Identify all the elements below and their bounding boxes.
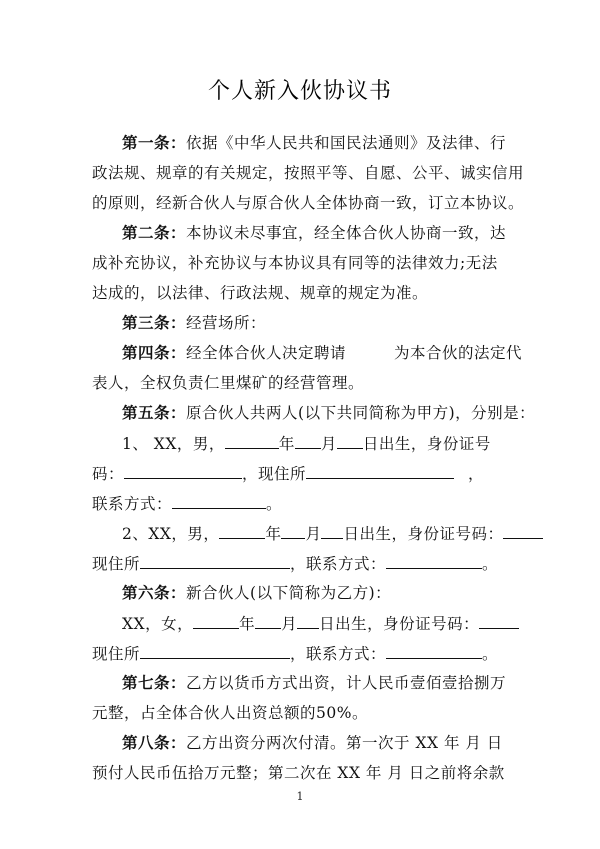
article-2-line-1 (122, 223, 506, 243)
document-title: 个人新入伙协议书 (207, 79, 392, 104)
article-8-line-1 (122, 733, 503, 753)
partner-1-day-blank (337, 433, 363, 449)
article-6-text: 新合伙人(以下简称为乙方)： (186, 584, 392, 602)
partner-2-intro: 2、XX，男， (122, 525, 220, 543)
partner-1-id-blank (124, 463, 242, 479)
partner-1-birth-id-label: 日出生，身份证号 (362, 435, 491, 453)
partner-1-comma: ， (468, 465, 485, 483)
partner-2-period: 。 (482, 555, 499, 573)
partner-1-address-blank (306, 463, 454, 479)
partner-1-line-1 (122, 433, 491, 454)
partner-2-month-label: 月 (305, 525, 322, 543)
article-2-line-3: 达成的，以法律、行政法规、规章的规定为准。 (92, 284, 429, 302)
article-1-text: 依据《中华人民共和国民法通则》及法律、行 (186, 134, 507, 152)
article-2-line-2: 成补充协议，补充协议与本协议具有同等的法律效力;无法 (92, 254, 498, 272)
partner-1-year-blank (225, 433, 279, 449)
partner-1-contact-blank (172, 493, 266, 509)
new-partner-id-blank (479, 613, 519, 629)
partner-2-contact-blank (386, 553, 482, 569)
article-6-heading: 第六条： (122, 584, 187, 602)
partner-2-month-blank (281, 523, 305, 539)
new-partner-intro: XX，女， (122, 615, 194, 633)
partner-2-day-blank (321, 523, 343, 539)
partner-2-address-label: 现住所 (92, 555, 141, 573)
partner-2-address-blank (140, 553, 290, 569)
partner-1-year-label: 年 (278, 435, 295, 453)
partner-1-contact-label: 联系方式： (92, 495, 173, 513)
partner-1-intro: 1、 XX，男， (122, 435, 225, 453)
partner-1-line-2 (92, 463, 484, 484)
partner-1-address-label: ，现住所 (242, 465, 307, 483)
article-1-line-3: 的原则，经新合伙人与原合伙人全体协商一致，订立本协议。 (92, 194, 525, 212)
partner-1-period: 。 (266, 495, 283, 513)
partner-2-id-blank (503, 523, 543, 539)
article-5-heading: 第五条： (122, 404, 187, 422)
article-8-line-2: 预付人民币伍拾万元整；第二次在 XX 年 月 日之前将余款 (92, 764, 505, 782)
new-partner-day-blank (297, 613, 319, 629)
article-3-heading: 第三条： (122, 314, 187, 332)
article-1-line-2: 政法规、规章的有关规定，按照平等、自愿、公平、诚实信用 (92, 164, 525, 182)
article-3-text: 经营场所： (186, 314, 267, 332)
article-3-line-1 (122, 313, 266, 333)
new-partner-month-blank (255, 613, 281, 629)
partner-1-month-blank (295, 433, 321, 449)
partner-2-contact-label: ，联系方式： (290, 555, 387, 573)
article-1-line-1 (122, 133, 506, 153)
article-2-heading: 第二条： (122, 224, 187, 242)
partner-2-year-label: 年 (265, 525, 282, 543)
new-partner-year-label: 年 (239, 615, 256, 633)
new-partner-address-blank (140, 643, 290, 659)
article-4-line-2: 表人，全权负责仁里煤矿的经营管理。 (92, 374, 365, 392)
article-7-heading: 第七条： (122, 674, 187, 692)
article-4-text: 经全体合伙人决定聘请 (186, 344, 347, 362)
new-partner-period: 。 (482, 645, 499, 663)
new-partner-contact-label: ，联系方式： (290, 645, 387, 663)
new-partner-birth-id-label: 日出生，身份证号码： (319, 615, 480, 633)
article-8-text: 乙方出资分两次付清。第一次于 XX 年 月 日 (186, 734, 503, 752)
partner-2-year-blank (219, 523, 265, 539)
page-number: 1 (296, 790, 304, 803)
partner-1-month-label: 月 (320, 435, 337, 453)
article-4-heading: 第四条： (122, 344, 187, 362)
new-partner-contact-blank (386, 643, 482, 659)
new-partner-month-label: 月 (281, 615, 298, 633)
partner-2-line-1 (122, 523, 543, 544)
article-4-text-cont: 为本合伙的法定代 (394, 344, 523, 362)
new-partner-address-label: 现住所 (92, 645, 141, 663)
new-partner-line-2 (92, 643, 498, 664)
article-4-line-1 (122, 343, 522, 363)
article-7-line-1 (122, 673, 506, 693)
new-partner-line-1 (122, 613, 519, 634)
article-7-line-2: 元整，占全体合伙人出资总额的50%。 (92, 704, 368, 722)
article-5-line-1 (122, 403, 535, 423)
article-8-heading: 第八条： (122, 734, 187, 752)
article-2-text: 本协议未尽事宜，经全体合伙人协商一致，达 (186, 224, 507, 242)
article-6-line-1 (122, 583, 391, 603)
article-5-text: 原合伙人共两人(以下共同简称为甲方)，分别是： (186, 404, 536, 422)
article-7-text: 乙方以货币方式出资，计人民币壹佰壹拾捌万 (186, 674, 507, 692)
partner-1-line-3 (92, 493, 282, 514)
article-1-heading: 第一条： (122, 134, 187, 152)
partner-1-id-label: 码： (92, 465, 125, 483)
new-partner-year-blank (193, 613, 239, 629)
partner-2-line-2 (92, 553, 498, 574)
partner-2-birth-id-label: 日出生，身份证号码： (343, 525, 504, 543)
